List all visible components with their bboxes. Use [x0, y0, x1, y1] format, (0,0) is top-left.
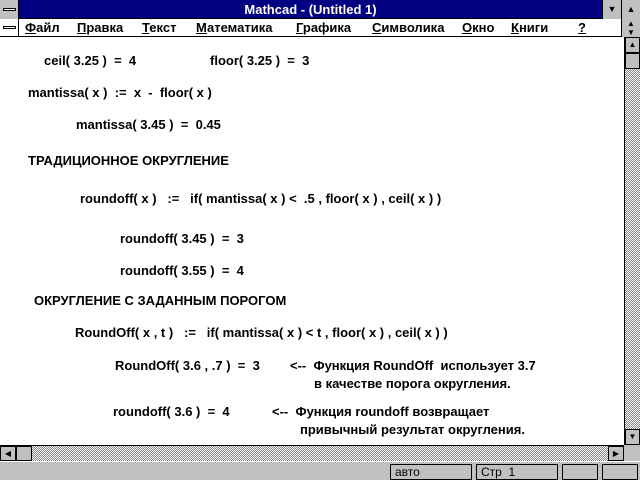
menu-books[interactable]: Книги [511, 20, 549, 35]
menu-help[interactable]: ? [578, 20, 586, 35]
status-bar [0, 461, 640, 480]
vertical-scrollbar[interactable] [624, 37, 640, 445]
RoundOff-definition[interactable]: RoundOff( x , t ) := if( mantissa( x ) < t , floor( x ) , ceil( x ) ) [75, 325, 448, 340]
mantissa-evaluation[interactable]: mantissa( 3.45 ) = 0.45 [76, 117, 221, 132]
maximize-icon[interactable]: ▲ [621, 0, 640, 19]
note-roundoff-result-2[interactable]: привычный результат округления. [300, 422, 525, 437]
status-cell-empty-1 [562, 464, 598, 480]
menu-symbolics[interactable]: Символика [372, 20, 445, 35]
menu-edit[interactable]: Правка [77, 20, 124, 35]
note-roundoff-result-1[interactable]: <-- Функция roundoff возвращает [272, 404, 490, 419]
RoundOff-evaluation[interactable]: RoundOff( 3.6 , .7 ) = 3 [115, 358, 260, 373]
menu-math[interactable]: Математика [196, 20, 273, 35]
scroll-corner [624, 445, 640, 461]
worksheet[interactable] [0, 37, 624, 445]
scroll-right-icon[interactable]: ▶ [608, 446, 624, 461]
heading-threshold-rounding[interactable]: ОКРУГЛЕНИЕ С ЗАДАННЫМ ПОРОГОМ [34, 293, 287, 308]
status-cell-empty-2 [602, 464, 638, 480]
note-roundoff-threshold-2[interactable]: в качестве порога округления. [314, 376, 511, 391]
heading-traditional-rounding[interactable]: ТРАДИЦИОННОЕ ОКРУГЛЕНИЕ [28, 153, 229, 168]
window-title: Mathcad - (Untitled 1) [244, 2, 377, 17]
minimize-icon[interactable]: ▼ [602, 0, 621, 19]
scroll-left-icon[interactable]: ◀ [0, 446, 16, 461]
roundoff-evaluation-1[interactable]: roundoff( 3.45 ) = 3 [120, 231, 244, 246]
floor-expression[interactable]: floor( 3.25 ) = 3 [210, 53, 310, 68]
horizontal-scroll-thumb[interactable] [16, 446, 32, 461]
restore-icon[interactable]: ▲ ▼ [621, 19, 640, 37]
scroll-up-icon[interactable]: ▲ [625, 37, 640, 53]
menu-bar [0, 19, 640, 37]
menu-text[interactable]: Текст [142, 20, 177, 35]
roundoff-evaluation-3[interactable]: roundoff( 3.6 ) = 4 [113, 404, 230, 419]
page-status: Стр 1 [476, 464, 558, 480]
scroll-down-icon[interactable]: ▼ [625, 429, 640, 445]
menu-window[interactable]: Окно [462, 20, 495, 35]
system-menu-icon[interactable] [0, 0, 19, 19]
document-menu-icon[interactable] [0, 19, 19, 37]
menu-file[interactable]: Файл [25, 20, 60, 35]
vertical-scroll-thumb[interactable] [625, 53, 640, 69]
roundoff-evaluation-2[interactable]: roundoff( 3.55 ) = 4 [120, 263, 244, 278]
roundoff-definition[interactable]: roundoff( x ) := if( mantissa( x ) < .5 , floor( x ) , ceil( x ) ) [80, 191, 442, 206]
mantissa-definition[interactable]: mantissa( x ) := x - floor( x ) [28, 85, 212, 100]
title-bar [0, 0, 640, 19]
menu-graphics[interactable]: Графика [296, 20, 352, 35]
note-roundoff-threshold-1[interactable]: <-- Функция RoundOff использует 3.7 [290, 358, 536, 373]
ceil-expression[interactable]: ceil( 3.25 ) = 4 [44, 53, 137, 68]
calc-mode-status: авто [390, 464, 472, 480]
horizontal-scrollbar[interactable] [0, 445, 624, 461]
